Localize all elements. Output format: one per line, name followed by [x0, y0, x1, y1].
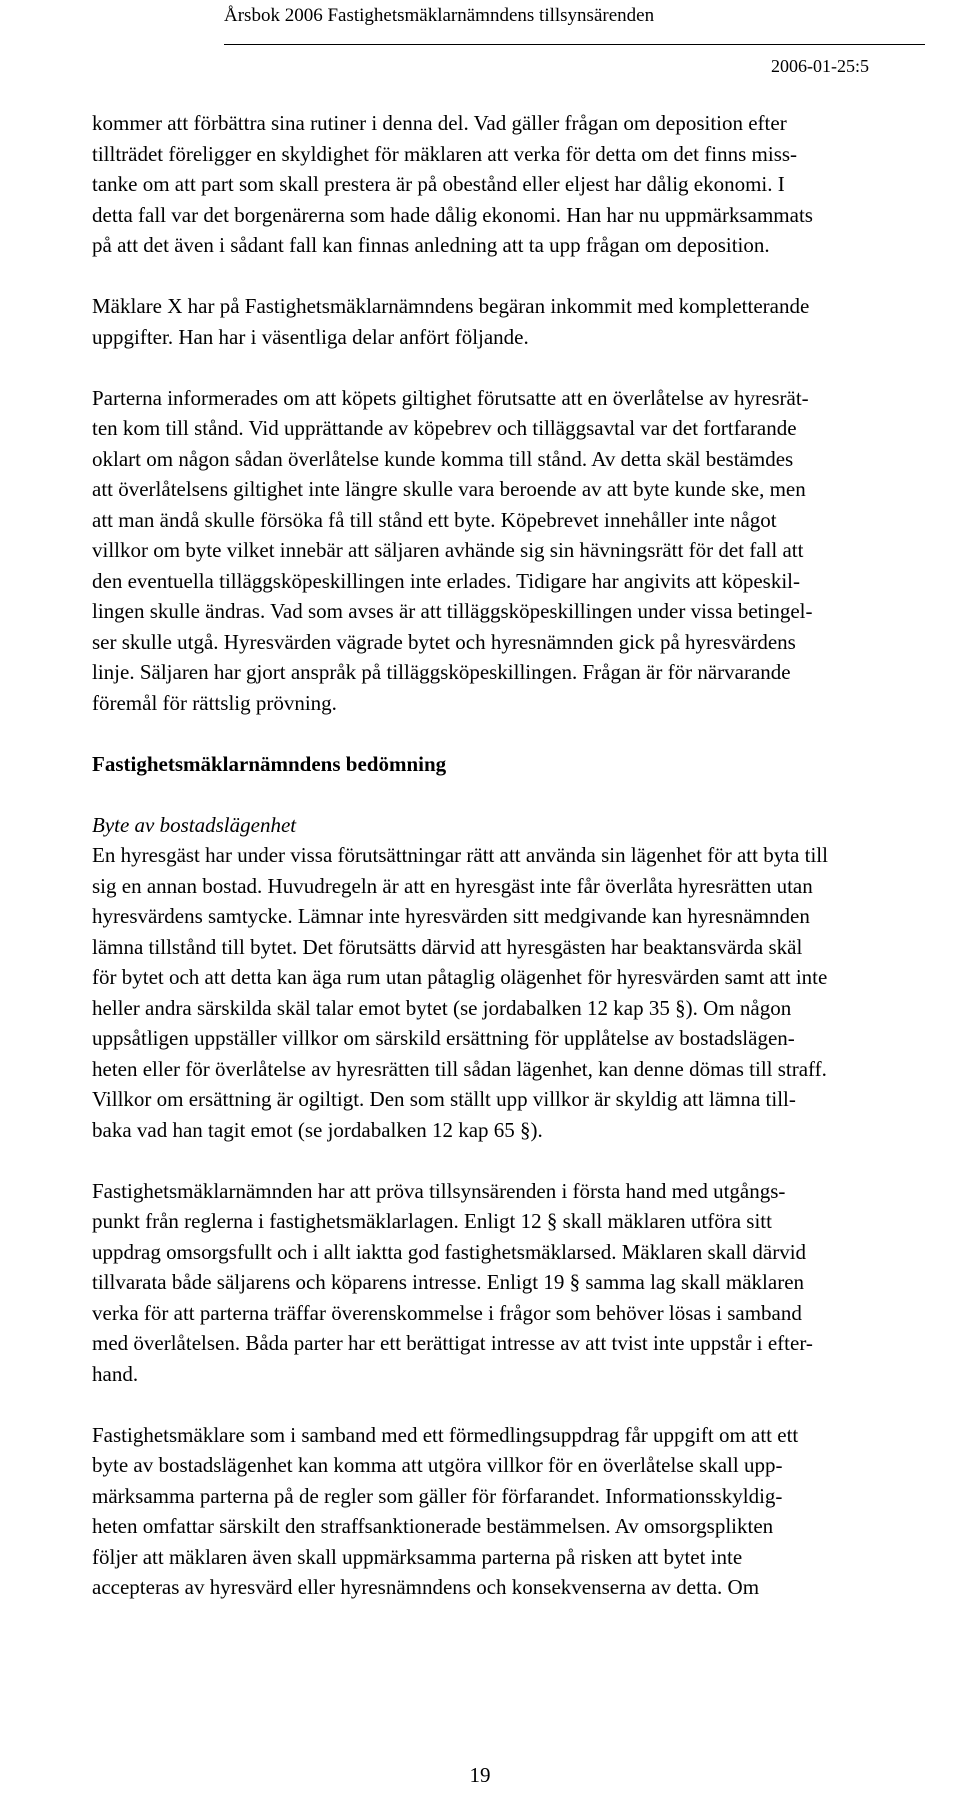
text-line: baka vad han tagit emot (se jordabalken 12 kap 65 §).	[92, 1117, 543, 1142]
text-line: med överlåtelsen. Båda parter har ett berättigat intresse av att tvist inte uppstår i efter-	[92, 1331, 813, 1355]
paragraph	[92, 383, 934, 719]
assessment-paragraphs	[92, 840, 934, 1603]
paragraph	[92, 1420, 934, 1603]
text-line: Fastighetsmäklarnämnden har att pröva tillsynsärenden i första hand med utgångs-	[92, 1178, 786, 1203]
text-line: den eventuella tilläggsköpeskillingen inte erlades. Tidigare har angivits att köpeskil-	[92, 568, 801, 593]
paragraph	[92, 108, 934, 261]
header-divider	[224, 44, 925, 45]
text-line: Mäklare X har på Fastighetsmäklarnämndens begäran inkommit med kompletterande	[92, 294, 810, 318]
text-line: föremål för rättslig prövning.	[92, 690, 337, 715]
page-number: 19	[469, 1763, 491, 1787]
text-line: verka för att parterna träffar överenskommelse i frågor som behöver lösas i samband	[92, 1300, 802, 1325]
text-line: att överlåtelsens giltighet inte längre skulle vara beroende av att byte kunde ske, men	[92, 477, 806, 501]
text-line: hyresvärdens samtycke. Lämnar inte hyresvärden sitt medgivande kan hyresnämnden	[92, 904, 810, 928]
paragraph	[92, 1176, 934, 1390]
text-line: hand.	[92, 1361, 139, 1386]
text-line: ser skulle utgå. Hyresvärden vägrade bytet och hyresnämnden gick på hyresvärdens	[92, 629, 796, 654]
text-line: Fastighetsmäklare som i samband med ett förmedlingsuppdrag får uppgift om att ett	[92, 1422, 799, 1447]
section-subheading: Byte av bostadslägenhet	[92, 812, 297, 837]
text-line: tanke om att part som skall prestera är på obestånd eller eljest har dålig ekonomi. I	[92, 172, 785, 196]
text-line: uppgifter. Han har i väsentliga delar anfört följande.	[92, 324, 529, 349]
text-line: lämna tillstånd till bytet. Det förutsätts därvid att hyresgästen har beaktansvärda skäl	[92, 934, 803, 959]
text-line: detta fall var det borgenärerna som hade dålig ekonomi. Han har nu uppmärksammats	[92, 202, 813, 227]
text-line: märksamma parterna på de regler som gäller för förfarandet. Informationsskyldig-	[92, 1483, 783, 1508]
text-line: byte av bostadslägenhet kan komma att utgöra villkor för en överlåtelse skall upp-	[92, 1453, 783, 1477]
text-line: lingen skulle ändras. Vad som avses är att tilläggsköpeskillingen under vissa betingel-	[92, 599, 813, 623]
text-line: punkt från reglerna i fastighetsmäklarlagen. Enligt 12 § skall mäklaren utföra sitt	[92, 1209, 772, 1233]
text-line: oklart om någon sådan överlåtelse kunde komma till stånd. Av detta skäl bestämdes	[92, 446, 794, 471]
section-heading: Fastighetsmäklarnämndens bedömning	[92, 751, 447, 776]
text-line: heller andra särskilda skäl talar emot bytet (se jordabalken 12 kap 35 §). Om någon	[92, 995, 792, 1020]
text-line: uppdrag omsorgsfullt och i allt iaktta god fastighetsmäklarsed. Mäklaren skall därvid	[92, 1239, 807, 1264]
text-line: heten eller för överlåtelse av hyresrätten till sådan lägenhet, kan denne dömas till straff.	[92, 1056, 827, 1081]
text-line: ten kom till stånd. Vid upprättande av köpebrev och tilläggsavtal var det fortfarande	[92, 416, 797, 440]
text-line: uppsåtligen uppställer villkor om särskild ersättning för upplåtelse av bostadslägen-	[92, 1026, 795, 1050]
text-line: på att det även i sådant fall kan finnas anledning att ta upp frågan om deposition.	[92, 233, 770, 257]
text-line: villkor om byte vilket innebär att säljaren avhände sig sin hävningsrätt för det fall att	[92, 538, 804, 562]
text-line: Villkor om ersättning är ogiltigt. Den som ställt upp villkor är skyldig att lämna till-	[92, 1087, 796, 1111]
header-date: 2006-01-25:5	[771, 56, 869, 76]
text-line: sig en annan bostad. Huvudregeln är att en hyresgäst inte får överlåta hyresrätten utan	[92, 873, 813, 898]
text-line: följer att mäklaren även skall uppmärksamma parterna på risken att bytet inte	[92, 1544, 743, 1569]
text-line: för bytet och att detta kan äga rum utan påtaglig olägenhet för hyresvärden samt att inte	[92, 965, 828, 989]
text-line: tillvarata både säljarens och köparens intresse. Enligt 19 § samma lag skall mäklaren	[92, 1270, 805, 1294]
text-line: heten omfattar särskilt den straffsanktionerade bestämmelsen. Av omsorgsplikten	[92, 1514, 774, 1538]
text-line: En hyresgäst har under vissa förutsättningar rätt att använda sin lägenhet för att byta till	[92, 843, 828, 867]
text-line: Parterna informerades om att köpets giltighet förutsatte att en överlåtelse av hyresrät-	[92, 385, 809, 410]
text-line: att man ändå skulle försöka få till stånd ett byte. Köpebrevet innehåller inte något	[92, 507, 777, 532]
page-body	[92, 108, 934, 1633]
paragraph	[92, 840, 934, 1145]
text-line: linje. Säljaren har gjort anspråk på tilläggsköpeskillingen. Frågan är för närvarande	[92, 660, 791, 684]
paragraph	[92, 291, 934, 352]
intro-paragraphs	[92, 108, 934, 718]
text-line: kommer att förbättra sina rutiner i denna del. Vad gäller frågan om deposition efter	[92, 111, 787, 135]
text-line: accepteras av hyresvärd eller hyresnämndens och konsekvenserna av detta. Om	[92, 1575, 760, 1599]
header-title: Årsbok 2006 Fastighetsmäklarnämndens tillsynsärenden	[224, 5, 655, 26]
text-line: tillträdet föreligger en skyldighet för mäklaren att verka för detta om det finns miss-	[92, 141, 798, 166]
